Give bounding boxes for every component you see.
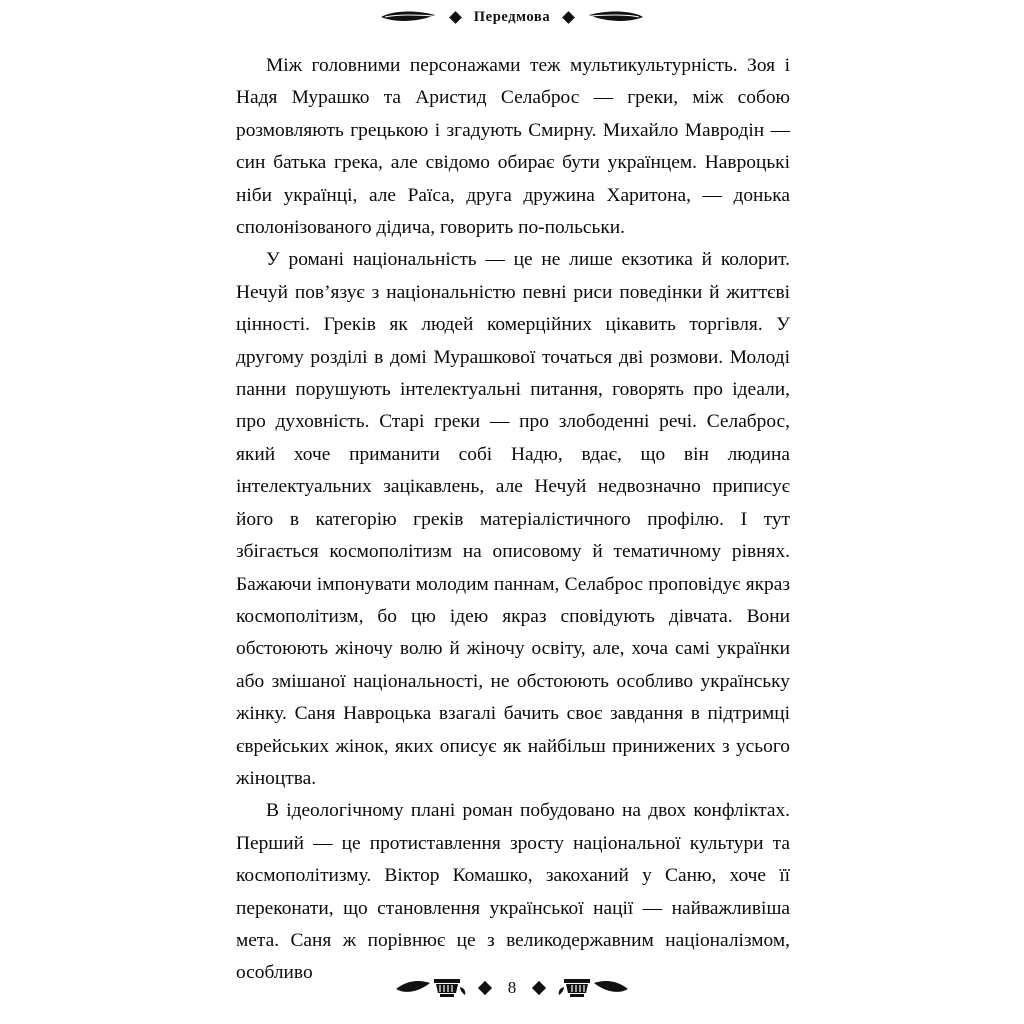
urn-ornament-right: [556, 975, 628, 1001]
paragraph: В ідеологічному плані роман побудовано на двох конфліктах. Перший — це протиставлення зросту національної культури та космополітизму. Віктор Комашко, закоханий у Саню, хоче її переконати, що становлення української нації — найважливіша мета. Саня ж порівнює це з великодержавним націоналізмом, особливо: [236, 800, 790, 984]
leaf-ornament-left: [379, 10, 437, 24]
diamond-ornament-right: [562, 11, 575, 24]
paragraph: У романі національність — це не лише екзотика й колорит. Нечуй пов’язує з національністю певні риси поведінки й життєві цінності. Греків як людей комерційних цікавить торгівля. У другому розділі в домі Мурашкової точаться дві розмови. Молоді панни порушують інтелектуальні питання, говорять про ідеали, про духовність. Старі греки — про злободенні речі. Селаброс, який хоче приманити собі Надю, вдає, що він людина інтелектуальних зацікавлень, але Нечуй недвозначно приписує його в категорію греків матеріалістичного профілю. І тут збігається космополітизм на описовому й тематичному рівнях. Бажаючи імпонувати молодим паннам, Селаброс проповідує якраз космополітизм, бо цю ідею якраз сповідують дівчата. Вони обстоюють жіночу волю й жіночу освіту, але, хоча самі українки або змішаної національності, не обстоюють особливо українську жінку. Саня Навроцька взагалі бачить своє завдання в підтримці єврейських жінок, яких описує як найбільш принижених з усього жіноцтва.: [236, 249, 790, 789]
running-head: [0, 0, 1024, 34]
diamond-ornament-footer-left: [478, 981, 492, 995]
page-number: 8: [507, 978, 517, 997]
leaf-ornament-right: [587, 10, 645, 24]
page-footer: [0, 968, 1024, 1008]
body-text: [236, 50, 790, 990]
diamond-ornament-footer-right: [532, 981, 546, 995]
paragraph: Між головними персонажами теж мультикультурність. Зоя і Надя Мурашко та Аристид Селаброс — греки, між собою розмовляють грецькою і згадують Смирну. Михайло Мавродін — син батька грека, але свідомо обирає бути українцем. Навроцькі ніби українці, але Раїса, друга дружина Харитона, — донька сполонізованого дідича, говорить по-польськи.: [236, 55, 790, 239]
diamond-ornament-left: [449, 11, 462, 24]
urn-ornament-left: [396, 975, 468, 1001]
running-head-title: Передмова: [473, 8, 551, 25]
